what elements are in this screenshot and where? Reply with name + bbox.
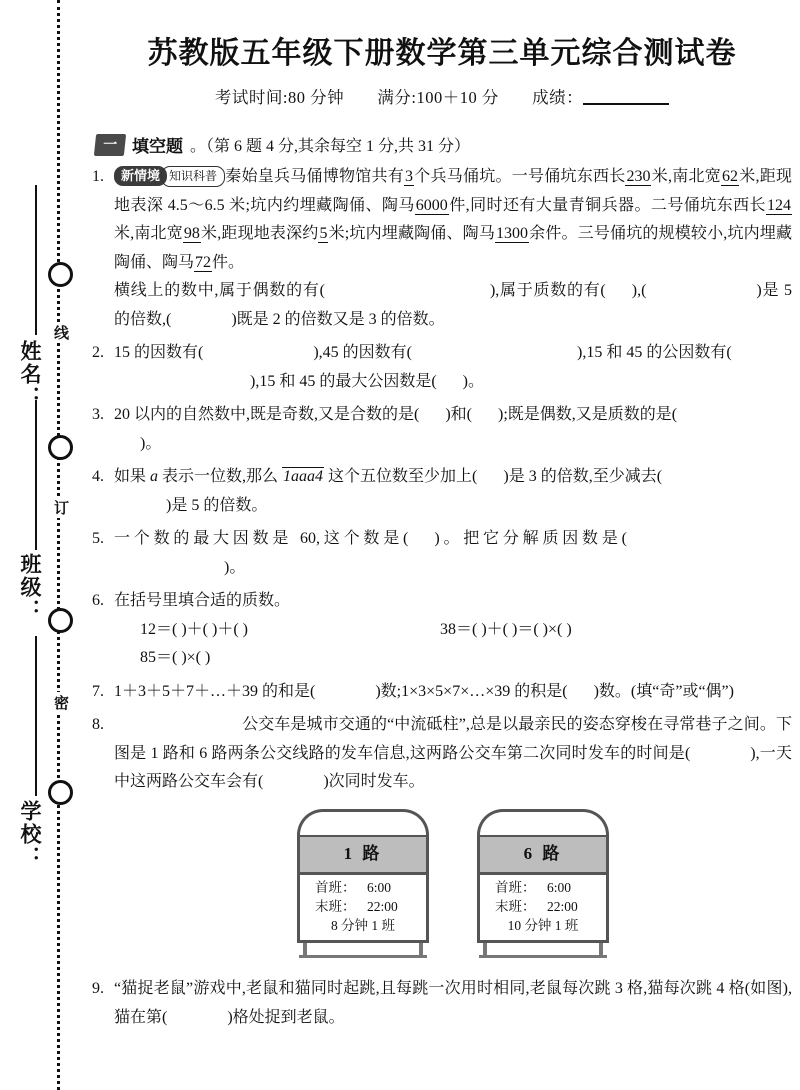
q7-text-a: 1＋3＋5＋7＋…＋39 的和是( bbox=[114, 682, 316, 700]
q7-text-c: )数。(填“奇”或“偶”) bbox=[593, 682, 734, 700]
binding-ring-3 bbox=[48, 608, 73, 633]
q1-value-6000: 6000 bbox=[415, 196, 448, 214]
q8-text-b: ),一天中这两路公交车会有( bbox=[114, 744, 792, 790]
bus-interval-1: 8 分钟 1 班 bbox=[330, 918, 396, 933]
section-header bbox=[95, 132, 792, 157]
q1-text-f: 米,南北宽 bbox=[114, 225, 183, 242]
question-7 bbox=[92, 678, 792, 707]
question-9-number: 9. bbox=[92, 980, 104, 997]
question-1-body bbox=[114, 163, 792, 334]
q9-text-b: )格处捉到老鼠。 bbox=[227, 1008, 345, 1026]
q2-text-e: )。 bbox=[462, 372, 485, 390]
exam-time-label: 考试时间:80 分钟 bbox=[214, 88, 345, 107]
section-note: 。（第 6 题 4 分,其余每空 1 分,共 31 分） bbox=[190, 138, 471, 155]
question-5 bbox=[92, 525, 792, 582]
question-5-body bbox=[114, 525, 792, 582]
new-scenario-tag: 新情境 bbox=[114, 166, 167, 186]
exam-meta-line bbox=[92, 84, 792, 108]
seal-mark-line: 线 bbox=[50, 322, 71, 343]
q1-value-230: 230 bbox=[626, 168, 651, 185]
last-bus-label-6: 末班： bbox=[495, 899, 536, 914]
q4-text-e: )是 5 的倍数。 bbox=[166, 496, 268, 514]
q1-text-c: 米,南北宽 bbox=[651, 168, 721, 185]
binding-ring-2 bbox=[48, 435, 73, 460]
q5-text-c: )。 bbox=[224, 558, 246, 576]
q1-text-b: 个兵马俑坑。一号俑坑东西长 bbox=[414, 168, 626, 185]
question-1-number: 1. bbox=[92, 168, 104, 185]
q6-prompt: 在括号里填合适的质数。 bbox=[114, 592, 291, 609]
q6-expression-85[interactable]: 85＝( )×( ) bbox=[140, 649, 211, 666]
bus-sign-arch-1 bbox=[297, 809, 429, 835]
q1-sub-d: )是 5 的倍数,( bbox=[114, 282, 792, 328]
binding-ring-1 bbox=[48, 262, 73, 287]
section-number-badge: 一 bbox=[94, 134, 126, 156]
question-3-number: 3. bbox=[92, 406, 104, 423]
question-6-number: 6. bbox=[92, 592, 104, 609]
q1-value-98: 98 bbox=[183, 225, 200, 242]
bus-route-name-1: 1 路 bbox=[300, 837, 426, 876]
question-7-body bbox=[114, 678, 792, 707]
q4-overline-number: 1aaa4 bbox=[283, 468, 324, 485]
q2-text-d: ),15 和 45 的最大公因数是( bbox=[250, 372, 437, 390]
question-6 bbox=[92, 587, 792, 673]
q1-value-72: 72 bbox=[195, 253, 212, 271]
bus-sign-figure bbox=[114, 809, 792, 960]
q2-text-b: ),45 的因数有( bbox=[313, 344, 413, 361]
binding-ring-4 bbox=[48, 780, 73, 805]
first-bus-time-1: 6:00 bbox=[367, 880, 392, 895]
q4-text-d: )是 3 的倍数,至少减去( bbox=[503, 468, 663, 485]
q4-variable: a bbox=[150, 468, 159, 485]
bus-sign-rows-6 bbox=[480, 875, 606, 940]
question-6-row-2 bbox=[114, 644, 792, 673]
question-1-subline bbox=[114, 277, 792, 334]
question-8 bbox=[92, 711, 792, 959]
bus-sign-route-1 bbox=[297, 809, 429, 960]
question-6-row-1 bbox=[114, 616, 792, 645]
bus-sign-route-6 bbox=[477, 809, 609, 960]
q9-text-a: “猫捉老鼠”游戏中,老鼠和猫同时起跳,且每跳一次用时相同,老鼠每次跳 3 格,猫每次跳 4 格(如图),猫在第( bbox=[114, 980, 792, 1026]
q1-sub-b: ),属于质数的有( bbox=[489, 282, 606, 299]
q1-value-1300: 1300 bbox=[496, 225, 528, 242]
q2-text-a: 15 的因数有( bbox=[114, 344, 204, 361]
bus-sign-board-6 bbox=[477, 835, 609, 944]
q1-sub-e: )既是 2 的倍数又是 3 的倍数。 bbox=[231, 310, 445, 328]
q1-value-5: 5 bbox=[319, 225, 328, 242]
question-5-number: 5. bbox=[92, 530, 104, 547]
question-4-number: 4. bbox=[92, 468, 104, 485]
bus-route-name-6: 6 路 bbox=[480, 837, 606, 876]
question-2-subline bbox=[114, 368, 792, 397]
q4-text-b: 表示一位数,那么 bbox=[162, 468, 279, 485]
q3-text-d: )。 bbox=[140, 434, 162, 452]
knowledge-tag: 知识科普 bbox=[161, 166, 225, 187]
section-title: 填空题 bbox=[132, 137, 183, 156]
school-label: 学校： bbox=[18, 800, 41, 869]
q6-expression-12[interactable]: 12＝( )＋( )＋( ) bbox=[140, 620, 248, 638]
q6-expression-38[interactable]: 38＝( )＋( )＝( )×( ) bbox=[440, 620, 572, 638]
score-blank[interactable] bbox=[583, 87, 669, 105]
full-score-label: 满分:100＋10 分 bbox=[377, 88, 499, 107]
name-rule bbox=[35, 185, 37, 335]
bus-sign-rows-1 bbox=[300, 875, 426, 940]
q4-text-a: 如果 bbox=[114, 468, 147, 485]
q3-text-c: );既是偶数,又是质数的是( bbox=[498, 406, 678, 423]
first-bus-label-1: 首班： bbox=[315, 880, 356, 895]
question-6-body bbox=[114, 587, 792, 673]
q8-text-c: )次同时发车。 bbox=[323, 773, 425, 790]
class-label: 班级： bbox=[18, 553, 41, 622]
question-4-body bbox=[114, 463, 792, 520]
question-9 bbox=[92, 975, 792, 1032]
q3-text-a: 20 以内的自然数中,既是奇数,又是合数的是( bbox=[114, 406, 420, 423]
q1-text-h: 米;坑内埋藏陶俑、陶马 bbox=[328, 225, 495, 242]
name-label: 姓名： bbox=[18, 340, 41, 409]
question-3 bbox=[92, 401, 792, 458]
q1-text-j: 件。 bbox=[212, 253, 245, 271]
question-4 bbox=[92, 463, 792, 520]
question-3-body bbox=[114, 401, 792, 458]
q2-text-c: ),15 和 45 的公因数有( bbox=[577, 344, 732, 361]
page-title: 苏教版五年级下册数学第三单元综合测试卷 bbox=[147, 37, 737, 70]
question-2-number: 2. bbox=[92, 344, 104, 361]
binding-sidebar bbox=[0, 0, 92, 1090]
question-7-number: 7. bbox=[92, 682, 104, 700]
q1-value-3: 3 bbox=[405, 168, 414, 185]
question-9-body bbox=[114, 975, 792, 1032]
q4-text-c: 这个五位数至少加上( bbox=[328, 468, 478, 485]
question-3-subline bbox=[114, 430, 792, 459]
dotted-binding-line bbox=[57, 0, 60, 1090]
question-8-body bbox=[114, 711, 792, 959]
last-bus-time-1: 22:00 bbox=[367, 899, 398, 914]
q1-value-62: 62 bbox=[721, 168, 738, 185]
q5-text-b: )。把它分解质因数是( bbox=[434, 530, 627, 547]
seal-mark-bind: 订 bbox=[50, 497, 71, 518]
bus-sign-arch-6 bbox=[477, 809, 609, 835]
class-rule bbox=[35, 400, 37, 550]
question-2-body bbox=[114, 339, 792, 396]
q1-value-124: 124 bbox=[767, 196, 791, 214]
q1-text-d: 米,距现地表深 4.5～6.5 米;坑内约埋藏陶俑、陶马 bbox=[114, 168, 792, 214]
first-bus-time-6: 6:00 bbox=[547, 880, 572, 895]
last-bus-label-1: 末班： bbox=[315, 899, 356, 914]
q1-sub-a: 横线上的数中,属于偶数的有( bbox=[114, 282, 325, 299]
q1-text-e: 件,同时还有大量青铜兵器。二号俑坑东西长 bbox=[448, 196, 766, 214]
q5-text-a: 一个数的最大因数是 60,这个数是( bbox=[114, 530, 409, 547]
first-bus-label-6: 首班： bbox=[495, 880, 536, 895]
question-8-number: 8. bbox=[92, 716, 104, 733]
bus-sign-board-1 bbox=[297, 835, 429, 944]
bus-interval-6: 10 分钟 1 班 bbox=[507, 918, 579, 933]
q3-text-b: )和( bbox=[445, 406, 473, 423]
questions-container bbox=[92, 132, 792, 1032]
question-4-subline bbox=[114, 492, 792, 521]
bus-sign-legs-1 bbox=[297, 943, 429, 959]
q1-text-i: 余件。三号俑坑的规模较小,坑内埋藏陶俑、陶马 bbox=[114, 225, 792, 271]
q1-sub-c: ),( bbox=[631, 282, 647, 299]
bus-sign-legs-6 bbox=[477, 943, 609, 959]
last-bus-time-6: 22:00 bbox=[547, 899, 578, 914]
q7-text-b: )数;1×3×5×7×…×39 的积是( bbox=[375, 682, 568, 700]
school-rule bbox=[35, 636, 37, 796]
q8-text-a: 公交车是城市交通的“中流砥柱”,总是以最亲民的姿态穿梭在寻常巷子之间。下图是 1 路和 6 路两条公交线路的发车信息,这两路公交车第二次同时发车的时间是( bbox=[114, 716, 792, 762]
q1-text-g: 米,距现地表深约 bbox=[200, 225, 319, 242]
question-1 bbox=[92, 163, 792, 334]
question-2 bbox=[92, 339, 792, 396]
seal-mark-seal: 密 bbox=[50, 692, 71, 713]
q1-text-a: 秦始皇兵马俑博物馆共有 bbox=[225, 168, 405, 185]
score-label: 成绩： bbox=[532, 88, 584, 107]
